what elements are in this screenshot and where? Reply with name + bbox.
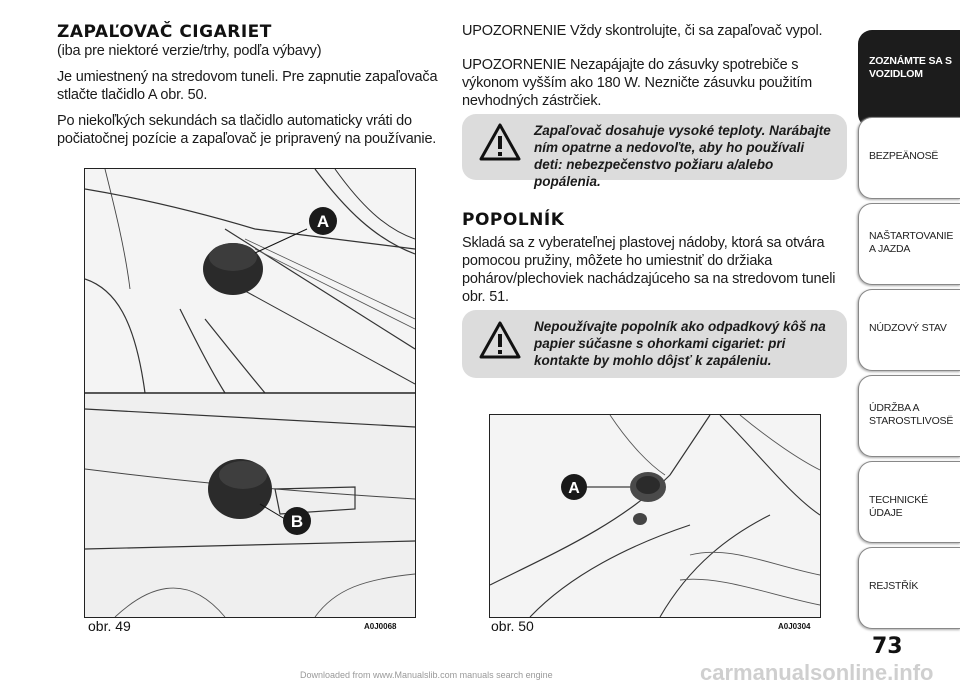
paragraph-operation: Po niekoľkých sekundách sa tlačidlo automaticky vráti do počiatočnej pozície a zapaľovač je pripravený na používanie.: [57, 113, 437, 147]
warning-triangle-icon: [478, 320, 522, 360]
section-subtitle: (iba pre niektoré verzie/trhy, podľa výbavy): [57, 43, 322, 59]
tab-label: ÚDRŽBA A STAROSTLIVOSË: [869, 402, 954, 427]
tab-getting-to-know[interactable]: [858, 30, 960, 128]
footer-text: Downloaded from www.Manualslib.com manuals search engine: [300, 670, 553, 680]
note-check-off: UPOZORNENIE Vždy skontrolujte, či sa zapaľovač vypol.: [462, 23, 823, 39]
paragraph-ashtray: Skladá sa z vyberateľnej plastovej nádoby, ktorá sa otvára pomocou pružiny, môžete ho umiestniť do držiaka pohárov/plechoviek nachádzajúceho sa na stredovom tuneli obr. 51.: [462, 235, 836, 305]
tab-label: TECHNICKÉ ÚDAJE: [869, 494, 928, 519]
tab-index[interactable]: [858, 547, 960, 629]
label-b: B: [290, 512, 304, 531]
paragraph-location: Je umiestnený na stredovom tuneli. Pre zapnutie zapaľovača stlačte tlačidlo A obr. 50.: [57, 69, 438, 103]
figure-50-illustration: [490, 415, 820, 617]
figure-50-caption: obr. 50: [491, 618, 534, 634]
tab-label: REJSTŘÍK: [869, 580, 919, 592]
tab-maintenance[interactable]: [858, 375, 960, 457]
figure-49-code: A0J0068: [364, 622, 397, 631]
figure-50-code: A0J0304: [778, 622, 811, 631]
tab-starting-driving[interactable]: [858, 203, 960, 285]
figure-49-caption: obr. 49: [88, 618, 131, 634]
tab-label: BEZPEÄNOSË: [869, 150, 939, 162]
warning-triangle-icon: [478, 122, 522, 162]
tab-safety[interactable]: [858, 117, 960, 199]
figure-50: [489, 414, 821, 618]
section-heading-ashtray: POPOLNÍK: [462, 210, 565, 230]
warning-text-hot: Zapaľovač dosahuje vysoké teploty. Narábajte ním opatrne a nedovoľte, aby ho používali deti: nebezpečenstvo požiaru a/alebo popálenia.: [534, 123, 831, 189]
warning-box-ashtray: [462, 310, 847, 378]
watermark: carmanualsonline.info: [700, 660, 934, 685]
warning-box-hot: [462, 114, 847, 189]
section-heading-cigarette-lighter: ZAPAĽOVAČ CIGARIET: [57, 22, 272, 42]
warning-text-ashtray: Nepoužívajte popolník ako odpadkový kôš na papier súčasne s ohorkami cigariet: pri kontakte by mohlo dôjsť k zapáleniu.: [534, 319, 826, 368]
note-power-limit: UPOZORNENIE Nezapájajte do zásuvky spotrebiče s výkonom vyšším ako 180 W. Nezničte zásuvku použitím nevhodných zástrčiek.: [462, 57, 813, 109]
tab-emergency[interactable]: [858, 289, 960, 371]
tab-technical-data[interactable]: [858, 461, 960, 543]
tab-label: NAŠTARTOVANIE A JAZDA: [869, 230, 954, 255]
page-number: 73: [872, 634, 903, 659]
label-a: A: [316, 212, 330, 231]
label-a-fig50: A: [568, 480, 580, 497]
figure-49-illustration: [85, 169, 415, 617]
tab-label: NÚDZOVÝ STAV: [869, 322, 947, 334]
tab-label: ZOZNÁMTE SA S VOZIDLOM: [869, 55, 952, 80]
figure-49: [84, 168, 416, 618]
